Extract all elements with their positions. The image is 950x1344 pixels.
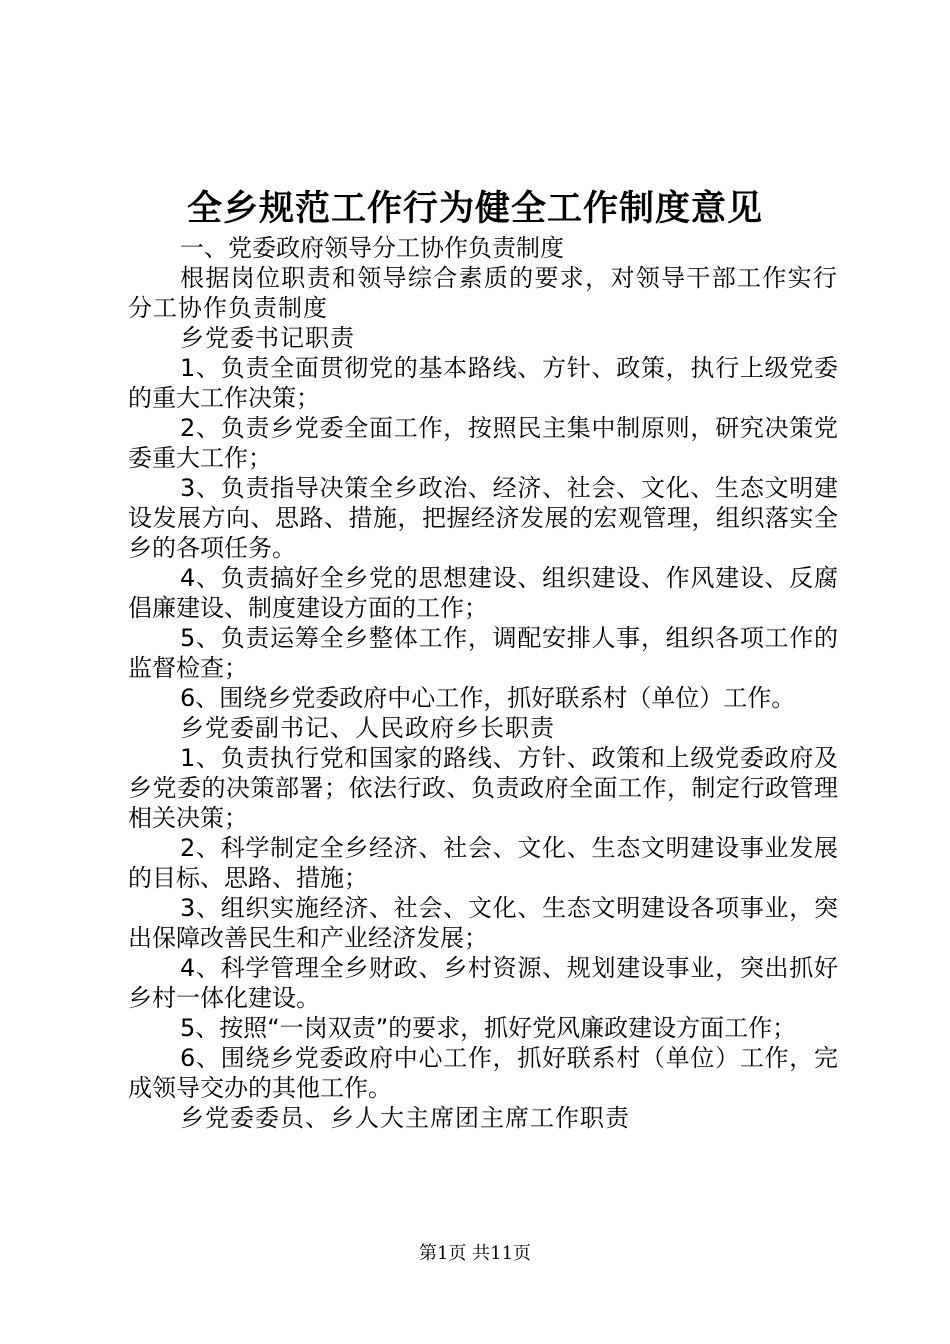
duty-item: 1、负责执行党和国家的路线、方针、政策和上级党委政府及乡党委的决策部署；依法行政、负责政府全面工作，制定行政管理相关决策； — [128, 744, 838, 832]
duty-item: 2、负责乡党委全面工作，按照民主集中制原则，研究决策党委重大工作； — [128, 414, 838, 472]
intro-paragraph: 根据岗位职责和领导综合素质的要求，对领导干部工作实行分工协作负责制度 — [128, 264, 838, 322]
subheading-deputy-secretary: 乡党委副书记、人民政府乡长职责 — [180, 714, 555, 742]
document-title: 全乡规范工作行为健全工作制度意见 — [186, 188, 763, 229]
duty-item: 4、负责搞好全乡党的思想建设、组织建设、作风建设、反腐倡廉建设、制度建设方面的工作； — [128, 564, 838, 622]
duty-item: 6、围绕乡党委政府中心工作，抓好联系村（单位）工作，完成领导交办的其他工作。 — [128, 1044, 838, 1102]
duty-item: 5、按照“一岗双责”的要求，抓好党风廉政建设方面工作； — [180, 1014, 797, 1042]
subheading-committee-member: 乡党委委员、乡人大主席团主席工作职责 — [180, 1104, 630, 1132]
section-heading: 一、党委政府领导分工协作负责制度 — [180, 234, 564, 262]
duty-item: 3、组织实施经济、社会、文化、生态文明建设各项事业，突出保障改善民生和产业经济发展； — [128, 894, 838, 952]
duty-item: 2、科学制定全乡经济、社会、文化、生态文明建设事业发展的目标、思路、措施； — [128, 834, 838, 892]
duty-item: 4、科学管理全乡财政、乡村资源、规划建设事业，突出抓好乡村一体化建设。 — [128, 954, 838, 1012]
page-footer: 第1页 共11页 — [418, 1243, 532, 1264]
subheading-party-secretary: 乡党委书记职责 — [180, 324, 355, 352]
duty-item: 6、围绕乡党委政府中心工作，抓好联系村（单位）工作。 — [180, 684, 796, 712]
document-body — [128, 233, 838, 1133]
duty-item: 1、负责全面贯彻党的基本路线、方针、政策，执行上级党委的重大工作决策； — [128, 354, 838, 412]
duty-item: 3、负责指导决策全乡政治、经济、社会、文化、生态文明建设发展方向、思路、措施，把握经济发展的宏观管理，组织落实全乡的各项任务。 — [128, 474, 838, 562]
duty-item: 5、负责运筹全乡整体工作，调配安排人事，组织各项工作的监督检查； — [128, 624, 838, 682]
